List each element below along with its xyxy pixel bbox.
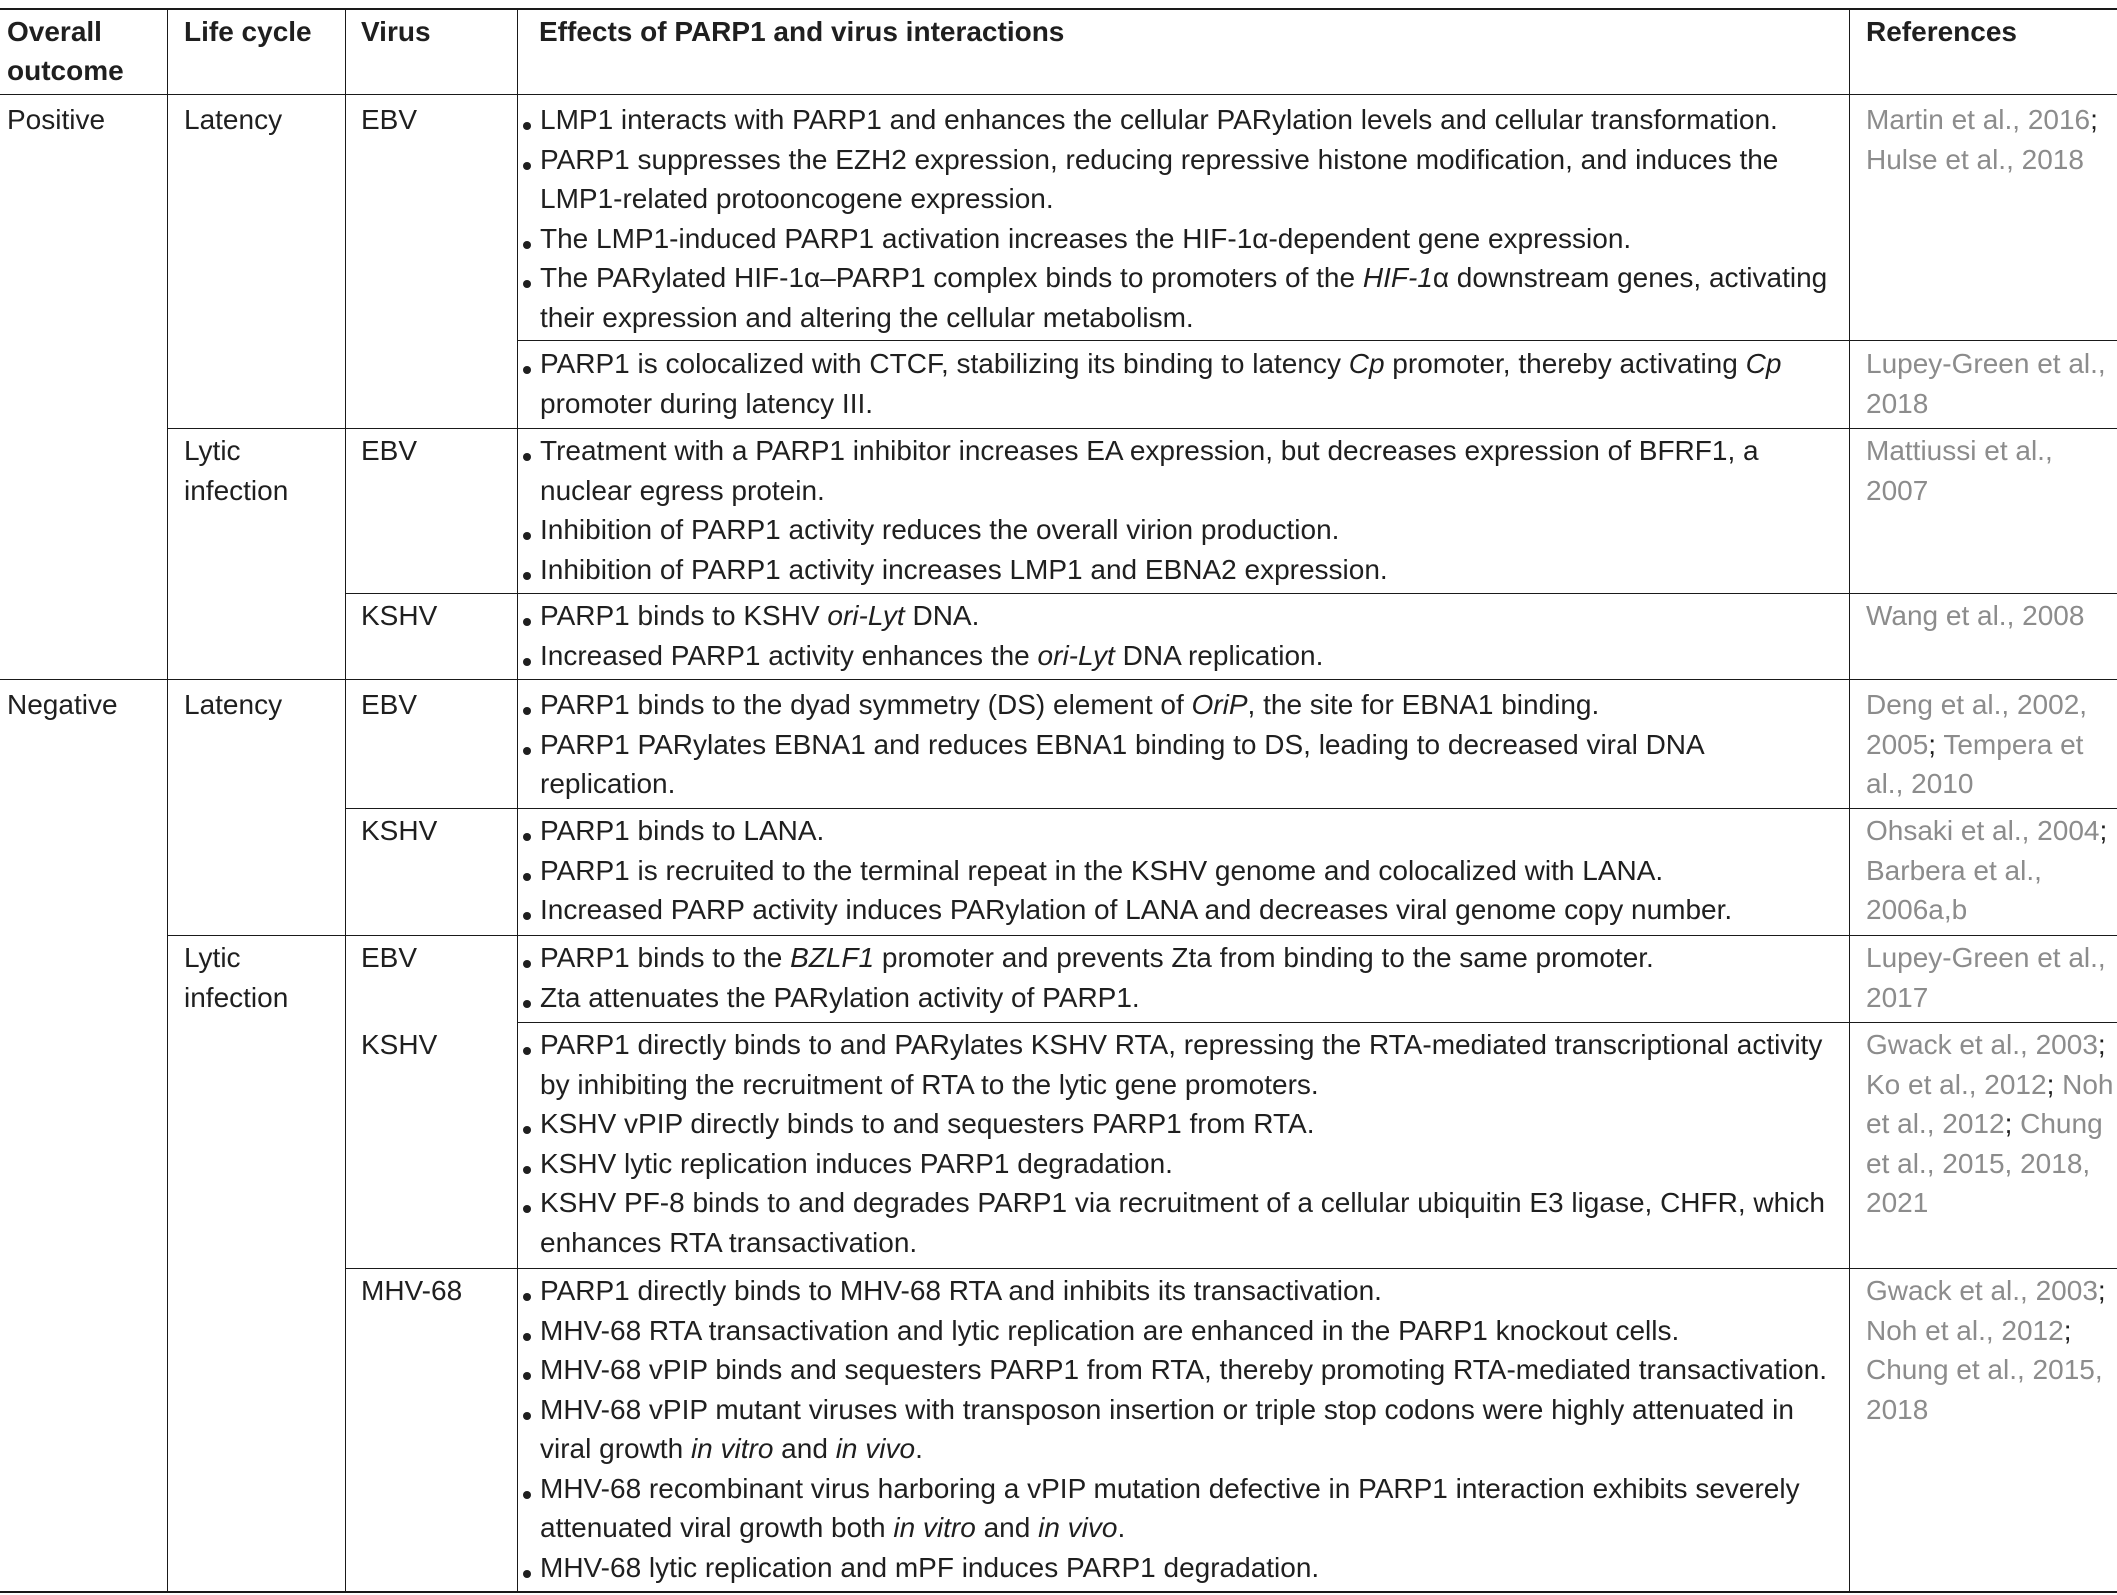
- lifecycle-positive-lytic: Lytic infection: [184, 435, 289, 506]
- references-pos-lat-ebv-a: [1866, 100, 2114, 179]
- reference-citation[interactable]: Wang et al., 2008: [1866, 600, 2085, 631]
- effects-list-neg-lyt-kshv: [517, 1025, 1837, 1262]
- lifecycle-positive-latency: Latency: [184, 104, 283, 135]
- effect-item: KSHV PF-8 binds to and degrades PARP1 via recruitment of a cellular ubiquitin E3 ligase, CHFR, which enhances RTA transactivation.: [517, 1183, 1837, 1262]
- outcome-positive: Positive: [7, 104, 106, 135]
- rule-ebv-latency-split: [517, 340, 2117, 341]
- reference-citation[interactable]: Lupey-Green et al., 2017: [1866, 942, 2106, 1013]
- col-divider-4: [1849, 8, 1850, 1591]
- header-life-cycle: Life cycle: [184, 16, 312, 47]
- reference-citation[interactable]: Deng et al., 2002, 2005: [1866, 689, 2088, 760]
- reference-separator: ;: [1928, 728, 1944, 760]
- effect-item: PARP1 directly binds to MHV-68 RTA and inhibits its transactivation.: [517, 1271, 1837, 1311]
- reference-citation[interactable]: Noh et al., 2012: [1866, 1068, 2114, 1139]
- references-neg-lat-ebv: [1866, 685, 2114, 804]
- effects-list-neg-lyt-mhv68: [517, 1271, 1837, 1587]
- table-top-rule: [0, 8, 2117, 10]
- references-neg-lyt-ebv: [1866, 938, 2114, 1017]
- header-overall-outcome-line1: Overall: [7, 16, 102, 47]
- rule-neg-lytic: [167, 935, 2117, 936]
- virus-neg-lyt-kshv: KSHV: [361, 1029, 438, 1060]
- effect-item: PARP1 binds to the dyad symmetry (DS) element of OriP, the site for EBNA1 binding.: [517, 685, 1837, 725]
- effect-item: Inhibition of PARP1 activity reduces the overall virion production.: [517, 510, 1837, 550]
- lifecycle-negative-lytic: Lytic infection: [184, 942, 289, 1013]
- references-pos-lat-ebv-b: [1866, 344, 2114, 423]
- reference-citation[interactable]: Gwack et al., 2003: [1866, 1029, 2098, 1060]
- reference-citation[interactable]: Hulse et al., 2018: [1866, 143, 2084, 175]
- effect-item: MHV-68 lytic replication and mPF induces PARP1 degradation.: [517, 1548, 1837, 1588]
- reference-separator: ;: [2099, 815, 2108, 846]
- virus-neg-lyt-ebv: EBV: [361, 942, 418, 973]
- effects-list-pos-lat-ebv-b: [517, 344, 1837, 423]
- reference-citation[interactable]: Chung et al., 2015, 2018, 2021: [1866, 1108, 2103, 1218]
- effects-list-neg-lyt-ebv: [517, 938, 1837, 1017]
- rule-lytic-kshv: [345, 593, 2117, 594]
- reference-separator: ;: [2046, 1068, 2063, 1100]
- references-pos-lyt-kshv: [1866, 596, 2114, 636]
- effect-item: MHV-68 recombinant virus harboring a vPIP mutation defective in PARP1 interaction exhibits severely attenuated viral growth both in vitro and in vivo.: [517, 1469, 1837, 1548]
- reference-citation[interactable]: Martin et al., 2016: [1866, 104, 2091, 135]
- effect-item: MHV-68 RTA transactivation and lytic replication are enhanced in the PARP1 knockout cells.: [517, 1311, 1837, 1351]
- rule-negative: [0, 679, 2117, 680]
- effects-list-neg-lat-kshv: [517, 811, 1837, 930]
- reference-citation[interactable]: Ko et al., 2012: [1866, 1068, 2047, 1100]
- effect-item: KSHV vPIP directly binds to and sequesters PARP1 from RTA.: [517, 1104, 1837, 1144]
- effect-item: PARP1 directly binds to and PARylates KSHV RTA, repressing the RTA-mediated transcriptional activity by inhibiting the recruitment of RTA to the lytic gene promoters.: [517, 1025, 1837, 1104]
- virus-neg-lat-kshv: KSHV: [361, 815, 438, 846]
- virus-pos-lat-ebv: EBV: [361, 104, 418, 135]
- effect-item: Zta attenuates the PARylation activity of PARP1.: [517, 978, 1837, 1018]
- effect-item: The LMP1-induced PARP1 activation increases the HIF-1α-dependent gene expression.: [517, 219, 1837, 259]
- reference-separator: ;: [2090, 104, 2098, 135]
- effect-item: PARP1 PARylates EBNA1 and reduces EBNA1 binding to DS, leading to decreased viral DNA replication.: [517, 725, 1837, 804]
- effect-item: The PARylated HIF-1α–PARP1 complex binds to promoters of the HIF-1α downstream genes, activating their expression and altering the cellular metabolism.: [517, 258, 1837, 337]
- virus-neg-lyt-mhv68: MHV-68: [361, 1275, 463, 1306]
- header-effects: Effects of PARP1 and virus interactions: [539, 16, 1065, 47]
- rule-positive-lytic: [167, 428, 2117, 429]
- virus-pos-lyt-kshv: KSHV: [361, 600, 438, 631]
- reference-separator: ;: [2097, 1275, 2106, 1306]
- effects-list-pos-lyt-ebv: [517, 431, 1837, 589]
- effect-item: PARP1 binds to the BZLF1 promoter and prevents Zta from binding to the same promoter.: [517, 938, 1837, 978]
- reference-separator: ;: [2004, 1108, 2021, 1139]
- effect-item: PARP1 binds to LANA.: [517, 811, 1837, 851]
- effect-item: MHV-68 vPIP binds and sequesters PARP1 from RTA, thereby promoting RTA-mediated transactivation.: [517, 1350, 1837, 1390]
- effects-list-pos-lyt-kshv: [517, 596, 1837, 675]
- col-divider-2: [345, 8, 346, 1591]
- col-divider-1: [167, 8, 168, 1591]
- effect-item: PARP1 binds to KSHV ori-Lyt DNA.: [517, 596, 1837, 636]
- references-pos-lyt-ebv: [1866, 431, 2114, 510]
- effect-item: Treatment with a PARP1 inhibitor increases EA expression, but decreases expression of BFRF1, a nuclear egress protein.: [517, 431, 1837, 510]
- reference-citation[interactable]: Tempera et al., 2010: [1866, 728, 2084, 799]
- effect-item: Increased PARP activity induces PARylation of LANA and decreases viral genome copy number.: [517, 890, 1837, 930]
- effect-item: PARP1 is colocalized with CTCF, stabilizing its binding to latency Cp promoter, thereby activating Cp promoter during latency III.: [517, 344, 1837, 423]
- header-bottom-rule: [0, 94, 2117, 95]
- outcome-negative: Negative: [7, 689, 118, 720]
- header-overall-outcome: [7, 12, 162, 90]
- table-bottom-rule: [0, 1591, 2117, 1593]
- reference-separator: ;: [2063, 1314, 2072, 1346]
- header-virus: Virus: [361, 16, 431, 47]
- rule-neg-lytic-mhv: [345, 1268, 2117, 1269]
- references-neg-lat-kshv: [1866, 811, 2114, 930]
- references-neg-lyt-mhv68: [1866, 1271, 2114, 1429]
- effect-item: PARP1 is recruited to the terminal repeat in the KSHV genome and colocalized with LANA.: [517, 851, 1837, 891]
- rule-neg-latency-kshv: [345, 808, 2117, 809]
- reference-citation[interactable]: Ohsaki et al., 2004: [1866, 815, 2100, 846]
- effects-list-pos-lat-ebv-a: [517, 100, 1837, 337]
- effect-item: KSHV lytic replication induces PARP1 degradation.: [517, 1144, 1837, 1184]
- references-neg-lyt-kshv: [1866, 1025, 2114, 1223]
- header-references: References: [1866, 16, 2017, 47]
- lifecycle-negative-latency: Latency: [184, 689, 283, 720]
- reference-citation[interactable]: Gwack et al., 2003: [1866, 1275, 2098, 1306]
- effect-item: PARP1 suppresses the EZH2 expression, reducing repressive histone modification, and induces the LMP1-related protooncogene expression.: [517, 140, 1837, 219]
- reference-citation[interactable]: Mattiussi et al., 2007: [1866, 435, 2053, 506]
- virus-neg-lat-ebv: EBV: [361, 689, 418, 720]
- effect-item: MHV-68 vPIP mutant viruses with transposon insertion or triple stop codons were highly attenuated in viral growth in vitro and in vivo.: [517, 1390, 1837, 1469]
- reference-citation[interactable]: Chung et al., 2015, 2018: [1866, 1354, 2103, 1425]
- header-overall-outcome-line2: outcome: [7, 55, 124, 86]
- reference-citation[interactable]: Noh et al., 2012: [1866, 1314, 2064, 1346]
- rule-neg-lytic-kshv: [517, 1022, 2117, 1023]
- reference-citation[interactable]: Barbera et al., 2006a,b: [1866, 854, 2042, 925]
- effect-item: Increased PARP1 activity enhances the ori-Lyt DNA replication.: [517, 636, 1837, 676]
- reference-separator: ;: [2097, 1029, 2106, 1060]
- reference-citation[interactable]: Lupey-Green et al., 2018: [1866, 348, 2106, 419]
- effect-item: LMP1 interacts with PARP1 and enhances the cellular PARylation levels and cellular transformation.: [517, 100, 1837, 140]
- effect-item: Inhibition of PARP1 activity increases LMP1 and EBNA2 expression.: [517, 550, 1837, 590]
- effects-list-neg-lat-ebv: [517, 685, 1837, 804]
- virus-pos-lyt-ebv: EBV: [361, 435, 418, 466]
